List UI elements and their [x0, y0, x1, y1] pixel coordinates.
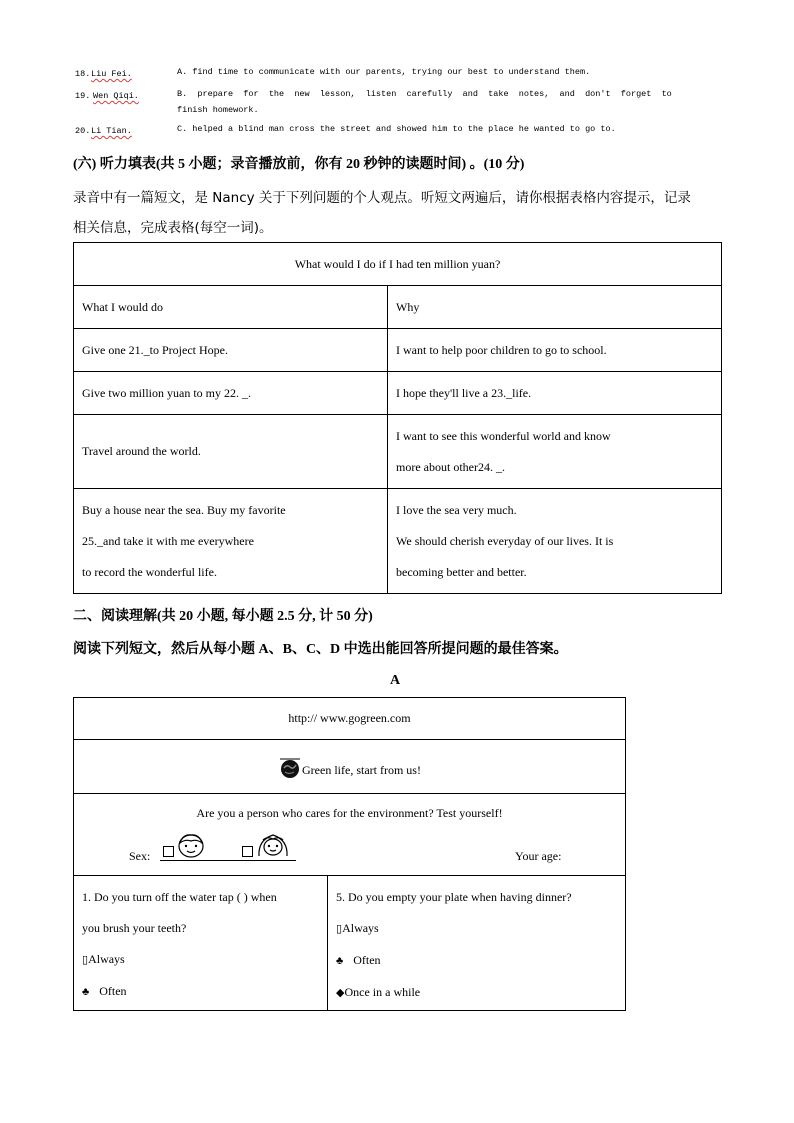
table1-line: more about other24. _. — [396, 459, 505, 474]
table1-line: We should cherish everyday of our lives. It is — [396, 533, 614, 548]
q5-option-once[interactable] — [336, 977, 617, 1009]
quiz-question-5-cell — [328, 876, 626, 1011]
table1-line: 25._and take it with me everywhere — [82, 533, 254, 548]
table1-cell: Travel around the world. — [74, 415, 388, 489]
q1-option-always[interactable] — [82, 944, 319, 976]
match-option-b: B. prepare for the new lesson, listen carefully and take notes, and don't forget to — [177, 89, 672, 99]
age-label: Your age: — [515, 849, 562, 863]
match-num-20: 20. — [75, 126, 91, 136]
match-name-20: Li Tian. — [91, 126, 132, 136]
match-name-19: Wen Qiqi. — [93, 91, 139, 101]
question-5: 5. Do you empty your plate when having dinner? — [336, 890, 572, 904]
q5-option-always-label: Always — [342, 921, 379, 935]
q5-option-often[interactable] — [336, 945, 617, 977]
box-icon: ▯ — [336, 923, 343, 935]
q5-option-once-label: Once in a while — [344, 985, 421, 999]
table1-cell: I want to help poor children to go to school. — [388, 329, 722, 372]
table1-line: I love the sea very much. — [396, 502, 517, 517]
section2-instruction: 阅读下列短文，然后从每小题 A、B、C、D 中选出能回答所提问题的最佳答案。 — [73, 642, 568, 657]
table1-line: I want to see this wonderful world and know — [396, 428, 611, 443]
table1-cell: Give one 21._to Project Hope. — [74, 329, 388, 372]
earth-icon — [278, 756, 302, 778]
match-num-18: 18. — [75, 69, 91, 79]
q5-option-always[interactable] — [336, 913, 617, 945]
q1-option-often-label: Often — [99, 984, 127, 998]
table1-title: What would I do if I had ten million yuan? — [74, 243, 722, 286]
match-num-19: 19. — [75, 91, 91, 101]
table1-line: Buy a house near the sea. Buy my favorite — [82, 502, 286, 517]
quiz-question-1-cell — [74, 876, 328, 1011]
q1-option-often[interactable] — [82, 976, 319, 1008]
club-icon: ♣ — [82, 986, 90, 998]
table1-cell: Give two million yuan to my 22. _. — [74, 372, 388, 415]
boy-face-icon — [176, 832, 206, 860]
q5-option-often-label: Often — [353, 953, 381, 967]
match-option-b-cont: finish homework. — [177, 105, 259, 115]
question-1-cont: you brush your teeth? — [82, 921, 187, 935]
table1-cell: I hope they'll live a 23._life. — [388, 372, 722, 415]
sex-label: Sex: — [129, 849, 151, 863]
boy-checkbox[interactable] — [163, 846, 174, 857]
quiz-intro-cell — [74, 794, 626, 876]
section2-heading: 二、阅读理解(共 20 小题, 每小题 2.5 分, 计 50 分) — [73, 609, 373, 624]
diamond-icon: ◆ — [336, 987, 345, 999]
table1-line: to record the wonderful life. — [82, 564, 217, 579]
box-icon: ▯ — [82, 954, 89, 966]
quiz-url: http:// www.gogreen.com — [74, 698, 626, 740]
section6-heading: (六) 听力填表(共 5 小题；录音播放前，你有 20 秒钟的读题时间) 。(10 分) — [73, 157, 525, 172]
passage-label: A — [390, 673, 401, 688]
table1-header-what: What I would do — [74, 286, 388, 329]
quiz-slogan: Green life, start from us! — [302, 762, 421, 777]
quiz-slogan-cell — [74, 740, 626, 794]
q1-option-always-label: Always — [88, 952, 125, 966]
match-option-a: A. find time to communicate with our parents, trying our best to understand them. — [177, 67, 591, 77]
quiz-question: Are you a person who cares for the environment? Test yourself! — [196, 806, 503, 820]
section6-instruction-2: 相关信息，完成表格(每空一词)。 — [73, 220, 273, 236]
sex-options — [160, 834, 296, 861]
section6-instruction-1: 录音中有一篇短文，是 Nancy 关于下列问题的个人观点。听短文两遍后，请你根据表格内容提示，记录 — [73, 190, 691, 206]
match-option-c: C. helped a blind man cross the street and showed him to the place he wanted to go to. — [177, 124, 616, 134]
table1-cell — [74, 489, 388, 594]
question-1: 1. Do you turn off the water tap ( ) when — [82, 890, 277, 904]
table1-line: becoming better and better. — [396, 564, 527, 579]
table1-cell — [388, 415, 722, 489]
girl-checkbox[interactable] — [242, 846, 253, 857]
table1-header-why: Why — [388, 286, 722, 329]
club-icon: ♣ — [336, 955, 344, 967]
match-name-18: Liu Fei. — [91, 69, 132, 79]
girl-face-icon — [256, 830, 290, 860]
table1-cell — [388, 489, 722, 594]
listening-table — [73, 242, 722, 594]
green-quiz-table — [73, 697, 626, 1011]
